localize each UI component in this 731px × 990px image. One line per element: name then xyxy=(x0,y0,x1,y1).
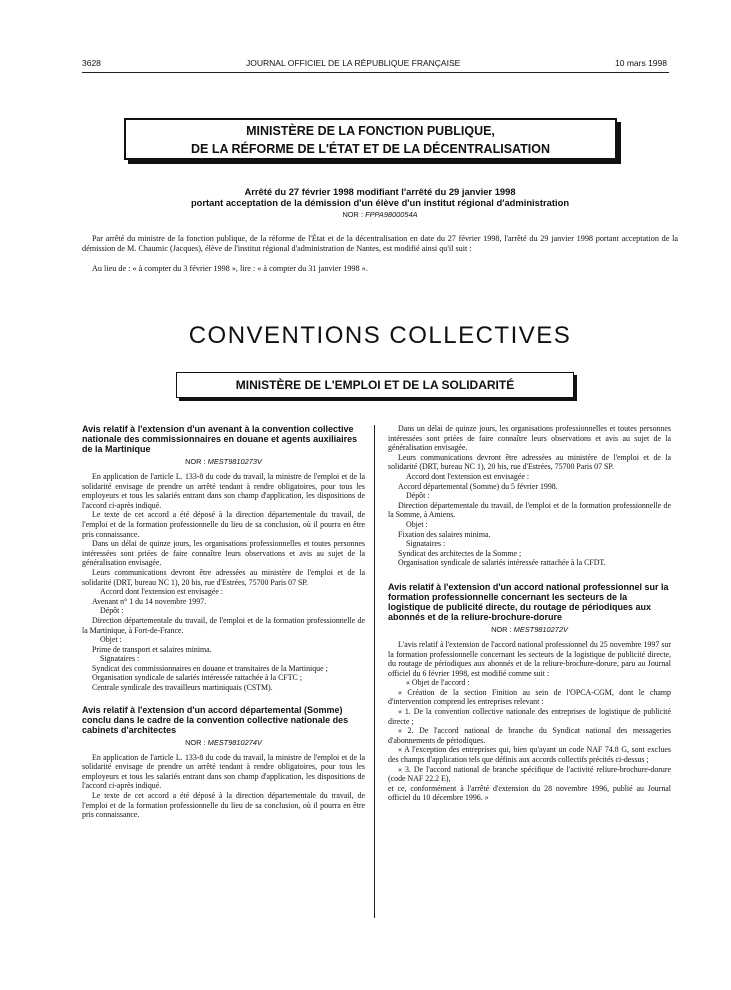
avis-2-title: Avis relatif à l'extension d'un accord départemental (Somme) conclu dans le cadre de la convention collective nationale des cabinets d'architectes xyxy=(82,704,349,735)
avis-3-p8: et ce, conformément à l'arrêté d'extension du 28 novembre 1996, publié au Journal officiel du 10 décembre 1996. » xyxy=(388,783,671,803)
avis-2-cont-p6: Direction départementale du travail, de l'emploi et de la formation professionnelle de la Somme, à Amiens. xyxy=(388,500,671,520)
column-divider xyxy=(374,425,375,918)
ministry-box-emploi: MINISTÈRE DE L'EMPLOI ET DE LA SOLIDARITÉ xyxy=(176,372,574,398)
right-column xyxy=(388,424,671,803)
arrete-title xyxy=(82,186,678,208)
avis-3-nor: NOR : MEST9810272V xyxy=(491,624,568,634)
avis-2-cont-p9: Signataires : xyxy=(406,539,446,549)
avis-1-p3: Dans un délai de quinze jours, les organisations professionnelles et toutes personnes intéressées sont priées de faire connaître leurs observations et avis au sujet de la généralisation envisagée. xyxy=(82,539,365,568)
page-number: 3628 xyxy=(82,58,101,68)
avis-3-p6: « A l'exception des entreprises qui, bien qu'ayant un code NAF 74.8 G, sont exclues des champs d'application tels que définis aux accords collectifs précités ci-dessus ; xyxy=(388,745,671,765)
avis-1-p8: Direction départementale du travail, de l'emploi et de la formation professionnelle de la Martinique, à Fort-de-France. xyxy=(82,615,365,635)
journal-title: JOURNAL OFFICIEL DE LA RÉPUBLIQUE FRANÇAISE xyxy=(246,58,461,68)
avis-3-p4: « 1. De la convention collective nationale des entreprises de logistique de publicité directe ; xyxy=(388,707,671,726)
avis-1-title: Avis relatif à l'extension d'un avenant à la convention collective nationale des commissionnaires en douane et agents auxiliaires de la Martinique xyxy=(82,424,358,454)
avis-1-p2: Le texte de cet accord a été déposé à la direction départementale du travail, de l'emploi et de la formation professionnelle du lieu de sa conclusion, où il pourra en être pris connaissance. xyxy=(82,510,365,539)
arrete-title-line-2: portant acceptation de la démission d'un élève d'un institut régional d'administration xyxy=(190,197,570,208)
avis-1-p10: Prime de transport et salaires minima. xyxy=(92,644,212,654)
arrete-paragraph-2: Au lieu de : « à compter du 3 février 1998 », lire : « à compter du 31 janvier 1998 ». xyxy=(92,264,368,273)
avis-1-p12: Syndicat des commissionnaires en douane et transitaires de la Martinique ; xyxy=(92,663,328,673)
header-rule xyxy=(82,72,669,73)
nor-label: NOR : xyxy=(342,210,363,219)
avis-2-nor: NOR : MEST9810274V xyxy=(185,737,262,747)
avis-1-p1: En application de l'article L. 133-8 du code du travail, la ministre de l'emploi et de la solidarité envisage de prendre un arrêté tendant à rendre obligatoires, pour tous les employeurs et tous les salariés entrant dans son champ d'application, les dispositions de l'accord ci-après indiqué. xyxy=(82,472,365,510)
avis-2-cont-p5: Dépôt : xyxy=(406,491,430,501)
arrete-nor xyxy=(82,210,678,220)
avis-3-p5: « 2. De l'accord national de branche du Syndicat national des messageries d'abonnements de périodiques. xyxy=(388,726,671,745)
ministry-line-1: MINISTÈRE DE LA FONCTION PUBLIQUE, xyxy=(246,124,495,138)
avis-1-p5: Accord dont l'extension est envisagée : xyxy=(100,587,224,597)
avis-1-p11: Signataires : xyxy=(100,654,140,664)
avis-3-p7: « 3. De l'accord national de branche spécifique de l'activité reliure-brochure-dorure (code NAF 22.2 E), xyxy=(388,764,671,784)
section-title: CONVENTIONS COLLECTIVES xyxy=(188,322,572,349)
avis-2-p1: En application de l'article L. 133-8 du code du travail, la ministre de l'emploi et de la solidarité envisage de prendre un arrêté tendant à rendre obligatoires, pour tous les employeurs et tous les salariés entrant dans son champ d'application, les dispositions de l'accord ci-après indiqué. xyxy=(82,752,365,791)
avis-2-cont-p7: Objet : xyxy=(406,519,428,529)
nor-code: FPPA9800054A xyxy=(365,210,418,219)
avis-1-p9: Objet : xyxy=(100,635,122,645)
left-column xyxy=(82,424,365,820)
arrete-title-line-1: Arrêté du 27 février 1998 modifiant l'arrêté du 29 janvier 1998 xyxy=(244,186,516,197)
avis-1-p6: Avenant n° 1 du 14 novembre 1997. xyxy=(92,596,207,606)
avis-3-title: Avis relatif à l'extension d'un accord national professionnel sur la formation professionnelle concernant les secteurs de la logistique de publicité directe, du routage de périodiques aux abonnés et de la reliure-brochure-dorure xyxy=(388,581,669,622)
avis-2-cont-p10: Syndicat des architectes de la Somme ; xyxy=(398,548,522,558)
avis-3-p1: L'avis relatif à l'extension de l'accord national professionnel du 25 novembre 1997 sur la formation professionnelle concernant les secteurs de la logistique de publicité directe, du routage de périodiques aux abonnés et de la reliure-brochure-dorure, paru au Journal officiel du 6 février 1998, est modifié comme suit : xyxy=(388,639,671,678)
avis-2-cont-p4: Accord départemental (Somme) du 5 février 1998. xyxy=(398,481,558,491)
avis-3-p3: « Création de la section Finition au sein de l'OPCA-CGM, dont le champ d'intervention comprend les entreprises relevant : xyxy=(388,687,671,707)
avis-3-p2: « Objet de l'accord : xyxy=(406,678,470,688)
avis-1-p7: Dépôt : xyxy=(100,606,124,616)
avis-1-nor: NOR : MEST9810273V xyxy=(185,457,262,466)
avis-2-cont-p3: Accord dont l'extension est envisagée : xyxy=(406,471,530,481)
avis-2-p2: Le texte de cet accord a été déposé à la direction départementale du travail, de l'emploi et de la formation professionnelle du lieu de sa conclusion, où il pourra en être pris connaissance. xyxy=(82,791,365,820)
avis-2-cont-p11: Organisation syndicale de salariés intéressée rattachée à la CFDT. xyxy=(398,558,606,568)
avis-1-p4: Leurs communications devront être adressées au ministère de l'emploi et de la solidarité (DRT, bureau NC 1), 20 bis, rue d'Estrées, 75700 Paris 07 SP. xyxy=(82,567,365,587)
avis-1-p14: Centrale syndicale des travailleurs martiniquais (CSTM). xyxy=(92,683,273,693)
avis-2-cont-p8: Fixation des salaires minima. xyxy=(398,529,491,539)
ministry-line-2: DE LA RÉFORME DE L'ÉTAT ET DE LA DÉCENTRALISATION xyxy=(191,142,550,156)
avis-2-cont-p1: Dans un délai de quinze jours, les organisations professionnelles et toutes personnes intéressées sont priées de faire connaître leurs observations et avis au sujet de la généralisation envisagée. xyxy=(388,424,671,453)
avis-2-cont-p2: Leurs communications devront être adressées au ministère de l'emploi et de la solidarité (DRT, bureau NC 1), 20 bis, rue d'Estrées, 75700 Paris 07 SP. xyxy=(388,452,671,472)
avis-1-p13: Organisation syndicale de salariés intéressée rattachée à la CFTC ; xyxy=(92,673,302,683)
arrete-paragraph-1: Par arrêté du ministre de la fonction publique, de la réforme de l'État et de la décentralisation en date du 27 février 1998, l'arrêté du 29 janvier 1998 portant acceptation de la démission de M. Chaumic (Jacques), élève de l'institut régional d'administration de Nantes, est modifié ainsi qu'il suit : xyxy=(82,234,678,253)
ministry-box-fonction-publique xyxy=(124,118,617,160)
issue-date: 10 mars 1998 xyxy=(615,58,667,68)
